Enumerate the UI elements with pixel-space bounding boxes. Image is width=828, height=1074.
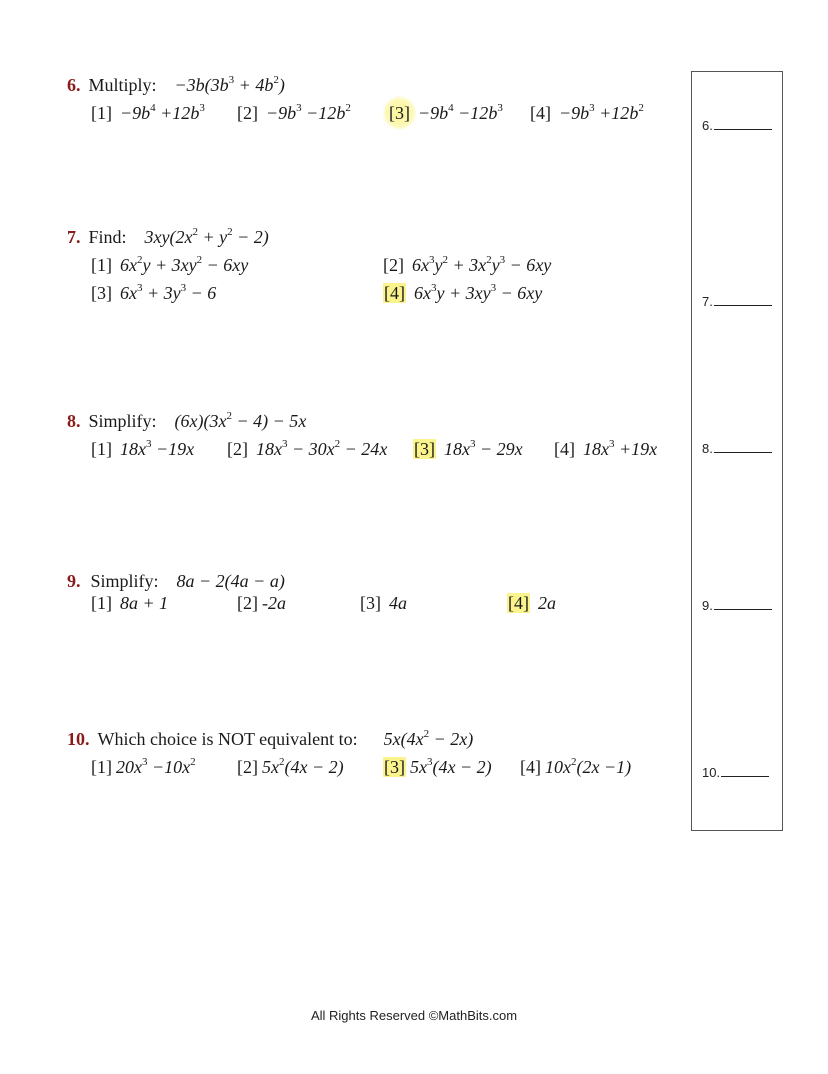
option-label: [2] [237,103,258,123]
option-label: [2] [227,439,248,459]
option-label: [3] [360,593,381,613]
option-label: [2] [383,255,404,275]
option-4[interactable]: [4] $10x^2(2x -1)$ [520,756,632,777]
option-3[interactable]: [3] 4a [360,593,407,613]
option-1[interactable]: $[1] -9b^4 +12b^3$ [91,102,205,123]
option-4[interactable]: [4] $18x^3 +19x$ [554,438,658,459]
blank-label: 8. [702,441,713,456]
question-expression: $3xy(2x^2 + y^2 - 2)$ [144,226,269,247]
question-prompt: Simplify: [90,571,159,591]
question-7 [67,226,552,310]
option-label: [4] [384,283,405,303]
option-2[interactable]: [2] -2a [237,593,286,613]
question-expression: 8a − 2(4a − a) [176,571,285,591]
blank-line[interactable] [714,452,772,453]
option-label: [1] [91,103,112,123]
option-3[interactable]: [3] $6x^3 + 3y^3 - 6$ [91,282,217,303]
option-3-highlighted[interactable]: $[3] -9b^4 -12b^3$ [389,102,503,124]
answer-blank-10[interactable] [702,765,769,780]
option-label: [4] [554,439,575,459]
option-2[interactable]: [2] $6x^3y^2 + 3x^2y^3 - 6xy$ [383,254,552,275]
option-label: [1] [91,439,112,459]
option-4-highlighted[interactable]: [4] 2a [508,593,556,613]
option-1[interactable]: [1] $20x^3 -10x^2$ [91,756,196,777]
question-prompt: Simplify: [88,411,157,431]
blank-label: 7. [702,294,713,309]
option-label: [3] [383,95,416,131]
option-1[interactable]: [1] 8a + 1 [91,593,169,613]
option-label: [4] [520,757,541,777]
option-label: [1] [91,593,112,613]
option-2[interactable]: $[2] -9b^3 -12b^2$ [237,102,351,123]
question-6 [67,74,644,130]
question-expression: $(6x)(3x^2 - 4) - 5x$ [174,410,307,431]
question-number: 9. [67,571,81,591]
option-label: [3] [384,757,405,777]
answer-blank-9[interactable] [702,598,772,613]
question-number: 7. [67,227,81,247]
copyright-footer: All Rights Reserved ©MathBits.com [310,1008,518,1023]
option-2[interactable]: [2] $18x^3 - 30x^2 - 24x$ [227,438,388,459]
option-label: [1] [91,255,112,275]
blank-label: 10. [702,765,721,780]
option-3-highlighted[interactable]: [3] $5x^3(4x - 2)$ [384,756,492,777]
answer-blank-8[interactable] [702,441,772,456]
question-number: 6. [67,75,81,95]
question-10 [67,728,632,784]
blank-label: 9. [702,598,713,613]
option-label: [4] [508,593,529,613]
question-8 [67,410,658,466]
question-9 [67,570,556,620]
option-label: [2] [237,593,258,613]
option-1[interactable]: [1] $18x^3 -19x$ [91,438,195,459]
option-3-highlighted[interactable]: [3] $18x^3 - 29x$ [414,438,523,459]
blank-line[interactable] [714,129,772,130]
option-2[interactable]: [2] $5x^2(4x - 2)$ [237,756,344,777]
blank-label: 6. [702,118,713,133]
answer-blank-7[interactable] [702,294,772,309]
option-1[interactable]: [1] $6x^2y + 3xy^2 - 6xy$ [91,254,249,275]
question-prompt: Find: [88,227,127,247]
answer-blank-6[interactable] [702,118,772,133]
question-expression: $-3b(3b^3 + 4b^2)$ [174,74,285,95]
answer-box [691,71,783,831]
question-prompt: Multiply: [88,75,157,95]
option-label: [1] [91,757,112,777]
question-number: 8. [67,411,81,431]
option-4[interactable]: $[4] -9b^3 +12b^2$ [530,102,644,123]
option-label: [3] [91,283,112,303]
option-label: [3] [414,439,435,459]
option-4-highlighted[interactable]: [4] $6x^3y + 3xy^3 - 6xy$ [384,282,543,303]
question-expression: $5x(4x^2 - 2x)$ [383,728,474,749]
blank-line[interactable] [714,609,772,610]
option-label: [2] [237,757,258,777]
blank-line[interactable] [721,776,769,777]
question-number: 10. [67,729,90,749]
question-prompt: Which choice is NOT equivalent to: [97,729,358,749]
blank-line[interactable] [714,305,772,306]
option-label: [4] [530,103,551,123]
